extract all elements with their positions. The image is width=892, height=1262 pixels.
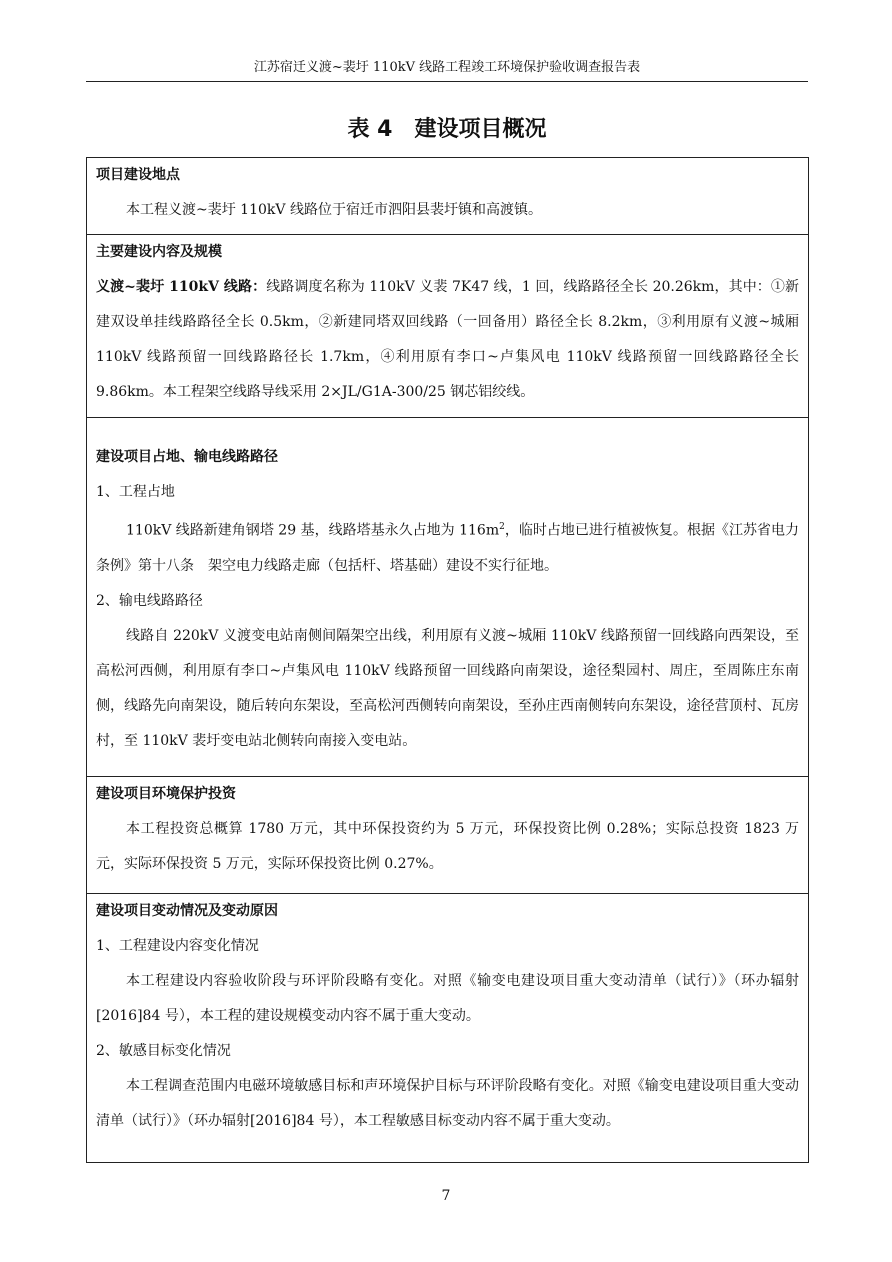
section-location	[87, 158, 808, 235]
land-use-text-b: ，临时占地已进行植被恢复。根据《江苏省电力条例》第十八条 架空电力线路走廊（包括杆、塔基础）建设不实行征地。	[96, 522, 800, 574]
sensitive-targets-text: 本工程调查范围内电磁环境敏感目标和声环境保护目标与环评阶段略有变化。对照《输变电建设项目重大变动清单（试行）》（环办辐射[2016]84 号），本工程敏感目标变动内容不属于重大变动。	[96, 1078, 799, 1129]
section-investment	[87, 777, 808, 894]
section-scale	[87, 235, 808, 418]
section-heading: 项目建设地点	[96, 167, 180, 183]
section-heading: 建设项目环境保护投资	[96, 786, 236, 802]
section-changes	[87, 894, 808, 1162]
subheading-route: 2、输电线路路径	[96, 592, 203, 609]
line-name-lead: 义渡~裴圩 110kV 线路：	[96, 279, 267, 295]
section-body: 本工程义渡~裴圩 110kV 线路位于宿迁市泗阳县裴圩镇和高渡镇。	[126, 202, 542, 218]
section-heading: 主要建设内容及规模	[96, 244, 222, 260]
superscript-two: 2	[499, 522, 505, 532]
section-heading: 建设项目占地、输电线路路径	[96, 449, 278, 465]
route-text: 线路自 220kV 义渡变电站南侧间隔架空出线，利用原有义渡~城厢 110kV 线路预留一回线路向西架设，至高松河西侧，利用原有李口~卢集风电 110kV 线路预留一回线路向南架设，途径梨园村、周庄，至周陈庄东南侧，线路先向南架设，随后转向东架设，至高松河西侧转向南架设，至孙庄西南侧转向东架设，途径营顶村、瓦房村，至 110kV 裴圩变电站北侧转向南接入变电站。	[96, 627, 799, 749]
page-number: 7	[441, 1188, 451, 1204]
section-body	[96, 270, 799, 410]
page-header: 江苏宿迁义渡~裴圩 110kV 线路工程竣工环境保护验收调查报告表	[253, 60, 641, 75]
section-body: 本工程投资总概算 1780 万元，其中环保投资约为 5 万元，环保投资比例 0.28%；实际总投资 1823 万元，实际环保投资 5 万元，实际环保投资比例 0.27%。	[96, 821, 799, 872]
section-heading: 建设项目变动情况及变动原因	[96, 903, 278, 919]
subheading-content-change: 1、工程建设内容变化情况	[96, 938, 259, 954]
section-land-and-route	[87, 418, 808, 777]
header-rule	[86, 81, 808, 82]
project-overview-table	[86, 157, 809, 1163]
land-use-text	[96, 510, 799, 584]
land-use-text-a: 110kV 线路新建角钢塔 29 基，线路塔基永久占地为 116m	[126, 522, 500, 539]
table-title: 表 4 建设项目概况	[347, 117, 547, 142]
content-change-text: 本工程建设内容验收阶段与环评阶段略有变化。对照《输变电建设项目重大变动清单（试行）》（环办辐射[2016]84 号），本工程的建设规模变动内容不属于重大变动。	[96, 973, 799, 1024]
subheading-land-use: 1、工程占地	[96, 484, 175, 500]
scale-text: 线路调度名称为 110kV 义裴 7K47 线，1 回，线路路径全长 20.26km，其中：①新建双设单挂线路路径全长 0.5km，②新建同塔双回线路（一回备用）路径全长 8.2km，③利用原有义渡~城厢 110kV 线路预留一回线路路径长 1.7km，④利用原有李口~卢集风电 110kV 线路预留一回线路路径全长 9.86km。本工程架空线路导线采用 2×JL/G1A-300/25 钢芯铝绞线。	[96, 279, 799, 400]
subheading-sensitive-targets: 2、敏感目标变化情况	[96, 1043, 231, 1059]
